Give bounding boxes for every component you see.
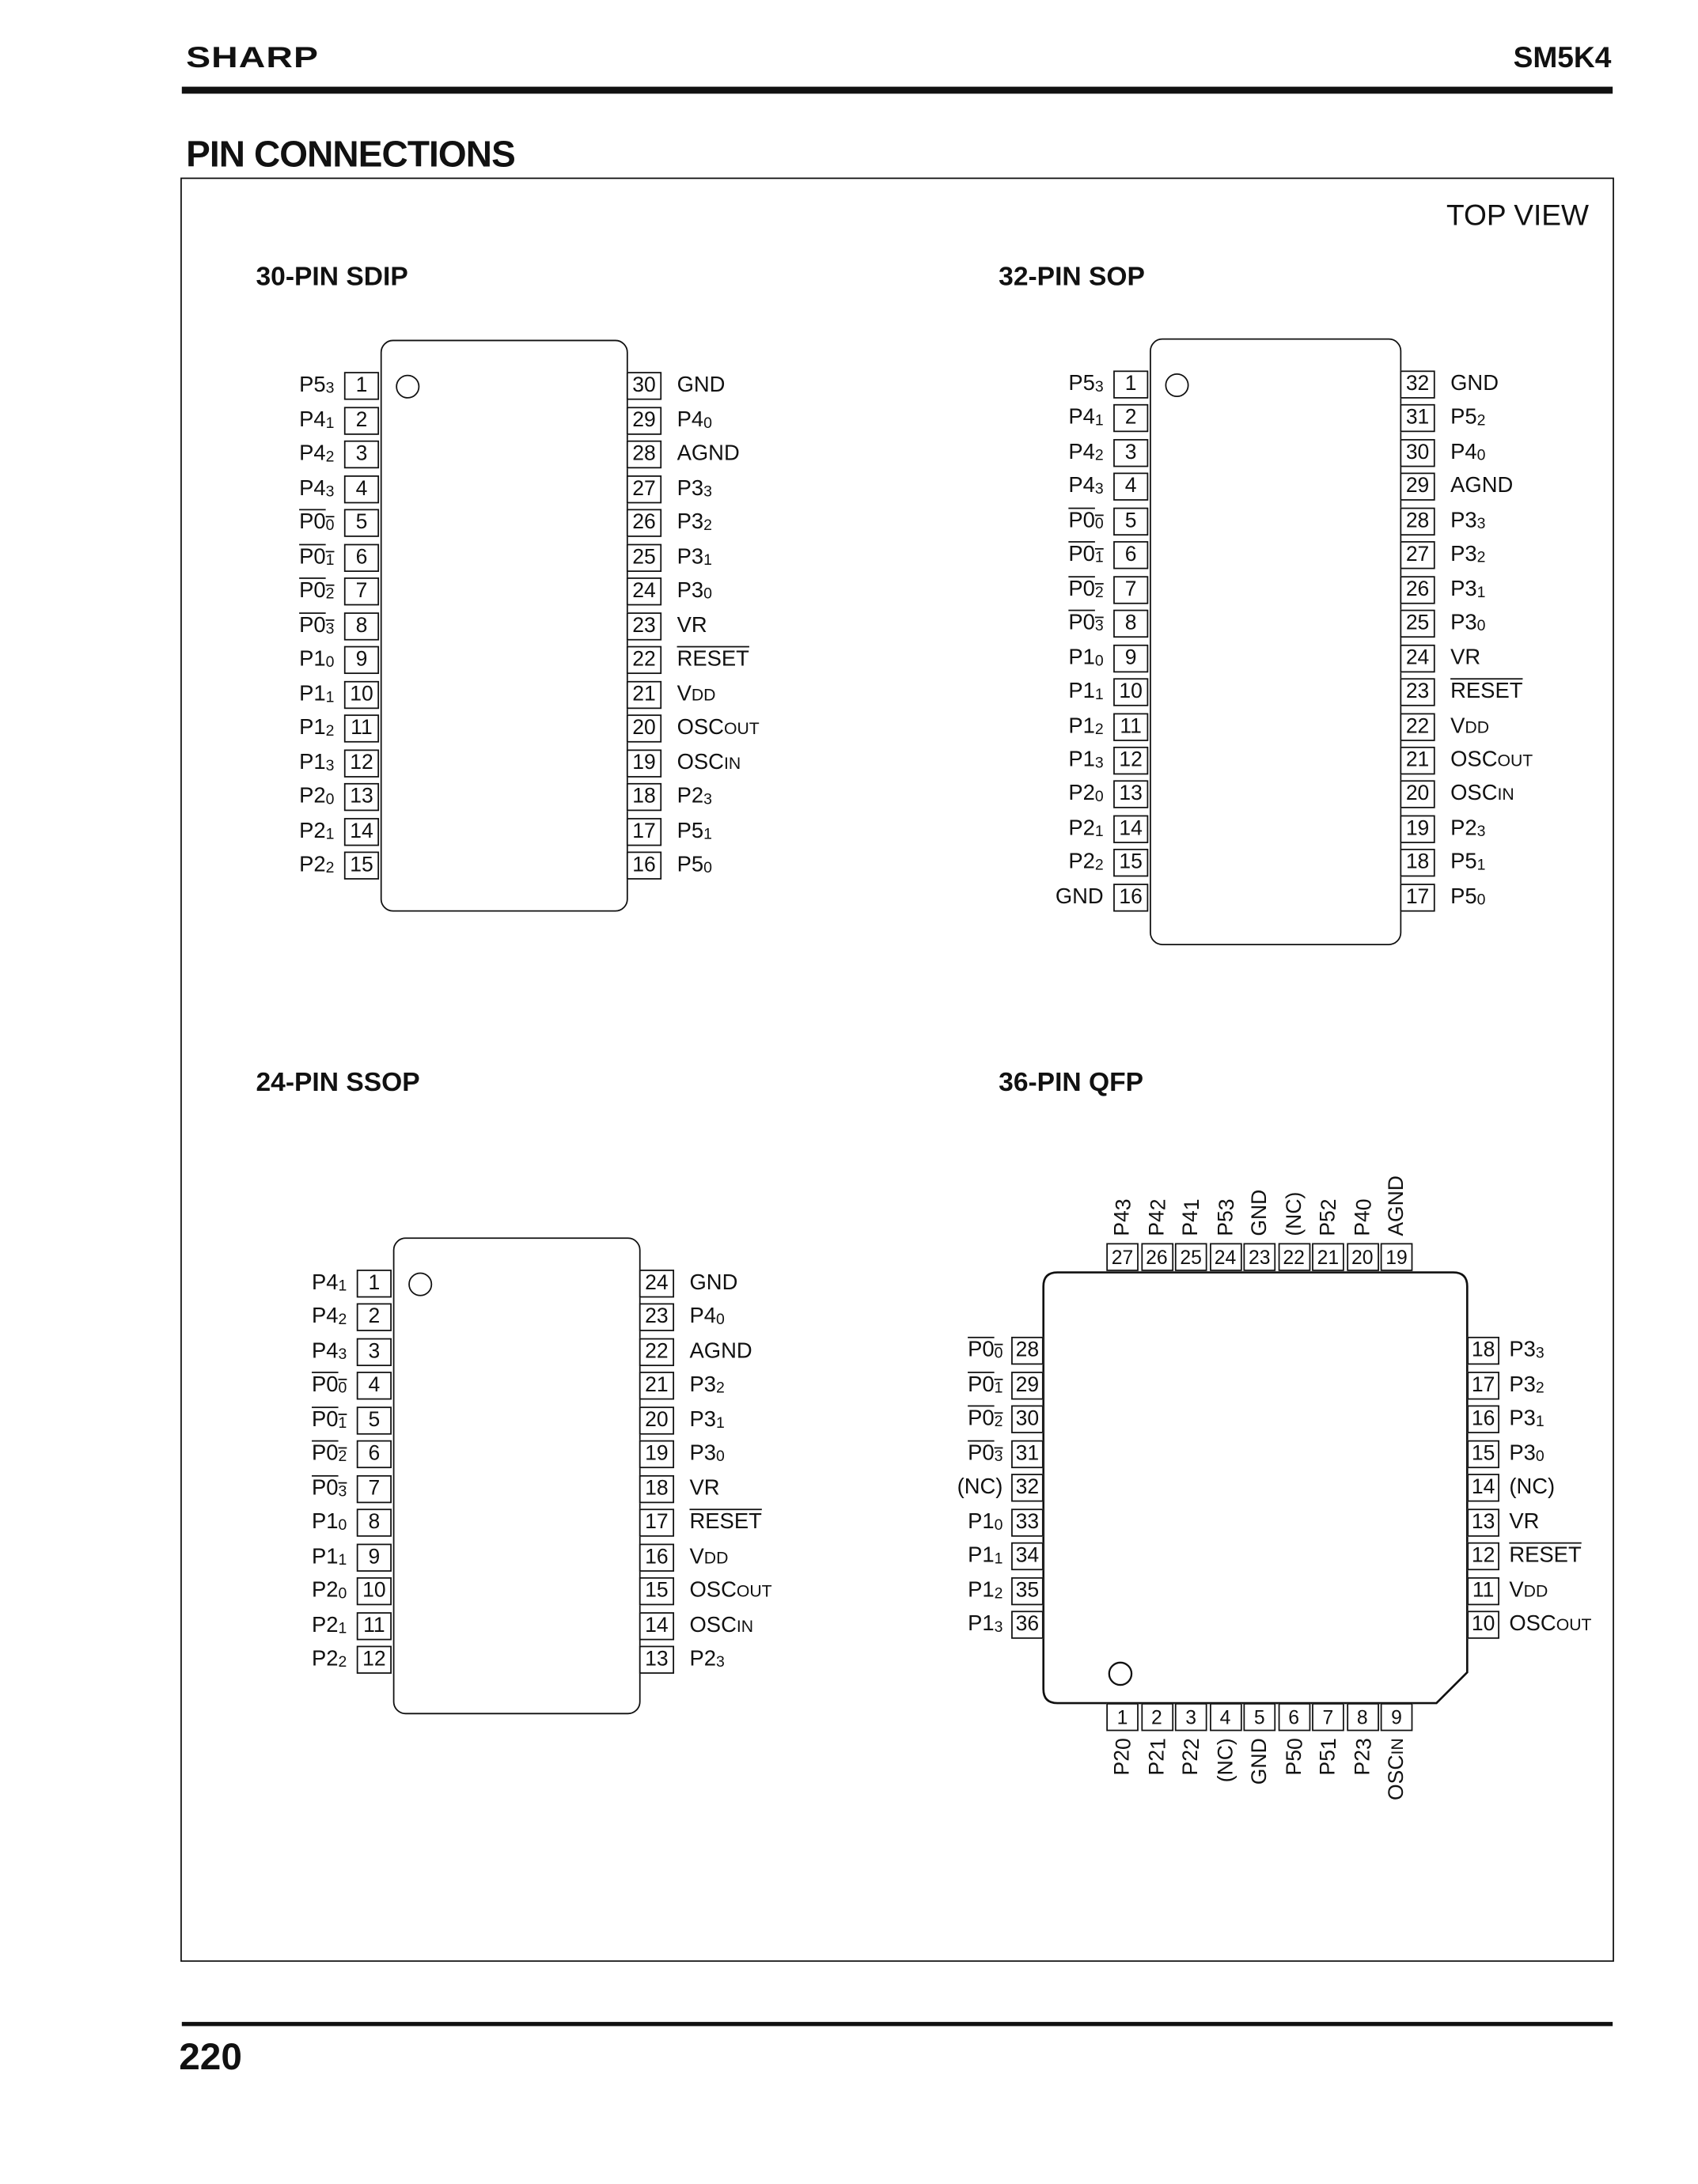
qfp-pin-label: P02 [968, 1406, 1003, 1431]
sop-pin-label: VR [1450, 645, 1481, 670]
sop-pin-20: 20 [1400, 781, 1435, 808]
sop-pin-label: P10 [1068, 645, 1104, 670]
sop-pin-26: 26 [1400, 576, 1435, 604]
qfp-pin-label: P50 [1282, 1738, 1307, 1776]
sop-pin-label: P13 [1068, 748, 1104, 772]
ssop-pin-24: 24 [639, 1270, 674, 1297]
sdip-title: 30-PIN SDIP [256, 263, 408, 293]
sdip-pin-label: P22 [299, 853, 335, 877]
sop-pin-24: 24 [1400, 644, 1435, 672]
sop-pin-32: 32 [1400, 370, 1435, 398]
ssop-pin-label: GND [689, 1270, 738, 1295]
sop-pin-19: 19 [1400, 815, 1435, 842]
sdip-pin-12: 12 [344, 749, 379, 777]
qfp-pin-label: GND [1247, 1189, 1272, 1236]
qfp-pin-label: P33 [1509, 1338, 1544, 1362]
qfp-pin-11: 11 [1467, 1576, 1499, 1604]
sop-pin-label: P22 [1068, 850, 1104, 875]
qfp-pin-label: P23 [1350, 1738, 1376, 1776]
sop-pin-label: P23 [1450, 816, 1486, 841]
sop-pin-9: 9 [1113, 644, 1148, 672]
qfp-pin-6: 6 [1278, 1703, 1310, 1731]
sop-pin-21: 21 [1400, 747, 1435, 774]
sdip-pin-label: OSCOUT [677, 716, 760, 740]
qfp-pin-1: 1 [1106, 1703, 1139, 1731]
qfp-pin-label: P41 [1179, 1198, 1204, 1236]
qfp-pin-34: 34 [1011, 1542, 1044, 1570]
ssop-pin-label: P41 [312, 1270, 347, 1295]
sop-pin-label: P12 [1068, 713, 1104, 738]
ssop-pin-label: P31 [689, 1407, 725, 1432]
ssop-pin-label: RESET [689, 1510, 762, 1535]
ssop-pin-label: VR [689, 1476, 720, 1501]
sop-pin-label: P41 [1068, 406, 1104, 430]
sdip-pin-label: P13 [299, 750, 335, 774]
qfp-pin-16: 16 [1467, 1406, 1499, 1433]
ssop-pin-label: P11 [312, 1544, 347, 1569]
sdip-pin-15: 15 [344, 852, 379, 880]
sdip-pin-label: P12 [299, 716, 335, 740]
qfp-pin-label: (NC) [1282, 1191, 1306, 1236]
sdip-pin-2: 2 [344, 407, 379, 434]
ssop-pin-label: P42 [312, 1305, 347, 1330]
qfp-pin-35: 35 [1011, 1576, 1044, 1604]
ssop-pin-label: P00 [312, 1373, 347, 1398]
ssop-pin-label: P20 [312, 1578, 347, 1603]
qfp-pin-label: AGND [1385, 1175, 1409, 1236]
ssop-pin-label: P30 [689, 1441, 725, 1466]
section-title: PIN CONNECTIONS [186, 132, 515, 175]
qfp-pin-label: P03 [968, 1440, 1003, 1465]
sdip-pin-label: P20 [299, 784, 335, 808]
ssop-pin-10: 10 [357, 1577, 392, 1605]
sop-pin-18: 18 [1400, 850, 1435, 877]
sop-pin-16: 16 [1113, 884, 1148, 911]
sop-pin-label: P40 [1450, 440, 1486, 464]
qfp-pin-17: 17 [1467, 1371, 1499, 1399]
qfp-pin-label: (NC) [957, 1474, 1003, 1499]
sdip-pin-26: 26 [627, 509, 661, 536]
sdip-pin-21: 21 [627, 680, 661, 708]
qfp-pin-30: 30 [1011, 1406, 1044, 1433]
sdip-pin-8: 8 [344, 611, 379, 639]
qfp-pin-27: 27 [1106, 1243, 1139, 1270]
sop-pin-label: P02 [1068, 577, 1104, 601]
qfp-pin-19: 19 [1381, 1243, 1413, 1270]
sdip-pin-label: P31 [677, 544, 712, 569]
qfp-pin-label: P52 [1316, 1198, 1342, 1236]
view-label: TOP VIEW [1446, 199, 1590, 233]
ssop-pin-label: P32 [689, 1373, 725, 1398]
sdip-pin-label: GND [677, 373, 726, 398]
qfp-pin-25: 25 [1175, 1243, 1207, 1270]
sdip-pin-10: 10 [344, 680, 379, 708]
qfp-pin-label: OSCOUT [1509, 1612, 1592, 1637]
sop-pin-23: 23 [1400, 678, 1435, 706]
sop-pin-label: AGND [1450, 474, 1514, 498]
sop-pin-label: GND [1450, 372, 1499, 396]
sdip-pin-25: 25 [627, 543, 661, 571]
sdip-pin-label: P01 [299, 544, 335, 569]
sdip-pin-17: 17 [627, 817, 661, 845]
ssop-pin-21: 21 [639, 1372, 674, 1400]
sdip-pin-9: 9 [344, 646, 379, 674]
sop-pin-12: 12 [1113, 747, 1148, 774]
ssop-pin-9: 9 [357, 1543, 392, 1571]
sop-pin-label: P51 [1450, 850, 1486, 875]
qfp-pin-label: P53 [1213, 1198, 1239, 1236]
ssop-pin-16: 16 [639, 1543, 674, 1571]
qfp-pin-label: P32 [1509, 1372, 1544, 1397]
qfp-pin-label: (NC) [1213, 1738, 1237, 1783]
sop-pin-15: 15 [1113, 850, 1148, 877]
sdip-pin-23: 23 [627, 611, 661, 639]
ssop-pin-23: 23 [639, 1304, 674, 1331]
ssop-pin-label: AGND [689, 1339, 752, 1364]
qfp-pin-4: 4 [1209, 1703, 1241, 1731]
sdip-pin-18: 18 [627, 783, 661, 811]
ssop-pin-label: P10 [312, 1510, 347, 1535]
sdip-pin-3: 3 [344, 441, 379, 468]
qfp-pin-label: P00 [968, 1338, 1003, 1362]
ssop-pin-5: 5 [357, 1406, 392, 1434]
sop-pin-label: P42 [1068, 440, 1104, 464]
qfp-pin-label: P31 [1509, 1406, 1544, 1431]
sop-pin-label: P53 [1068, 372, 1104, 396]
sdip-pin-label: P40 [677, 407, 712, 432]
qfp-pin-label: P01 [968, 1372, 1003, 1397]
page-number: 220 [179, 2035, 242, 2078]
qfp-pin-24: 24 [1209, 1243, 1241, 1270]
sdip-pin-13: 13 [344, 783, 379, 811]
qfp-pin-26: 26 [1141, 1243, 1173, 1270]
sop-pin-31: 31 [1400, 405, 1435, 433]
sdip-pin-label: VDD [677, 681, 716, 706]
ssop-pin-12: 12 [357, 1645, 392, 1673]
sop-pin-6: 6 [1113, 542, 1148, 570]
ssop-pin-19: 19 [639, 1440, 674, 1468]
ssop-pin-label: P21 [312, 1613, 347, 1637]
ssop-pin-13: 13 [639, 1645, 674, 1673]
qfp-pin-label: P22 [1179, 1738, 1204, 1776]
qfp-pin-29: 29 [1011, 1371, 1044, 1399]
qfp-pin-label: P10 [968, 1509, 1003, 1534]
qfp-pin-18: 18 [1467, 1337, 1499, 1365]
sop-pin-label: P32 [1450, 543, 1486, 567]
sop-pin-28: 28 [1400, 507, 1435, 535]
sop-pin-1: 1 [1113, 370, 1148, 398]
qfp-pin-label: P12 [968, 1577, 1003, 1602]
sop-pin-8: 8 [1113, 610, 1148, 638]
sop-pin-11: 11 [1113, 713, 1148, 740]
sdip-pin-30: 30 [627, 372, 661, 399]
sop-pin-7: 7 [1113, 576, 1148, 604]
sop-pin-label: P30 [1450, 611, 1486, 635]
qfp-pin-22: 22 [1278, 1243, 1310, 1270]
qfp-pin-10: 10 [1467, 1611, 1499, 1638]
ssop-pin-label: P22 [312, 1647, 347, 1671]
sdip-pin-27: 27 [627, 475, 661, 502]
qfp-pin-32: 32 [1011, 1474, 1044, 1501]
sop-pin-label: P50 [1450, 884, 1486, 909]
sop-pin-30: 30 [1400, 439, 1435, 467]
sdip-pin-22: 22 [627, 646, 661, 674]
sop-pin-label: VDD [1450, 713, 1490, 738]
qfp-pin-label: P13 [968, 1612, 1003, 1637]
qfp-pin-label: P51 [1316, 1738, 1342, 1776]
sop-pin-4: 4 [1113, 473, 1148, 501]
sdip-pin-label: P02 [299, 578, 335, 603]
ssop-pin-11: 11 [357, 1611, 392, 1639]
ssop-title: 24-PIN SSOP [256, 1068, 420, 1098]
sdip-pin-28: 28 [627, 441, 661, 468]
sdip-pin-24: 24 [627, 577, 661, 605]
ssop-pin-label: P02 [312, 1441, 347, 1466]
sdip-pin-label: P21 [299, 818, 335, 843]
ssop-pin-20: 20 [639, 1406, 674, 1434]
sdip-pin-11: 11 [344, 714, 379, 742]
sdip-pin-14: 14 [344, 817, 379, 845]
sop-pin-5: 5 [1113, 507, 1148, 535]
ssop-pin-22: 22 [639, 1338, 674, 1365]
sdip-pin-label: P42 [299, 441, 335, 466]
qfp-pin-15: 15 [1467, 1440, 1499, 1467]
qfp-pin-33: 33 [1011, 1508, 1044, 1535]
qfp-pin-label: P21 [1144, 1738, 1170, 1776]
qfp-pin-3: 3 [1175, 1703, 1207, 1731]
sdip-pin-1: 1 [344, 372, 379, 399]
sdip-pin-label: P50 [677, 853, 712, 877]
ssop-pin-label: P23 [689, 1647, 725, 1671]
sdip-pin-label: P51 [677, 818, 712, 843]
footer-rule [182, 2022, 1613, 2026]
ssop-pin-label: VDD [689, 1544, 729, 1569]
sdip-pin-label: P23 [677, 784, 712, 808]
qfp-pin-label: OSCIN [1385, 1738, 1409, 1800]
sop-pin-label: P20 [1068, 782, 1104, 806]
qfp-pin-20: 20 [1346, 1243, 1378, 1270]
ssop-pin-label: P01 [312, 1407, 347, 1432]
qfp-title: 36-PIN QFP [999, 1068, 1144, 1098]
ssop-pin-6: 6 [357, 1440, 392, 1468]
sop-pin-27: 27 [1400, 542, 1435, 570]
ssop-pin-17: 17 [639, 1509, 674, 1537]
sdip-pin-5: 5 [344, 509, 379, 536]
ssop-pin-label: P43 [312, 1339, 347, 1364]
qfp-pin-label: (NC) [1509, 1474, 1556, 1499]
ssop-pin-14: 14 [639, 1611, 674, 1639]
sdip-pin-label: VR [677, 613, 707, 638]
ssop-pin-label: P03 [312, 1476, 347, 1501]
sdip-pin-label: P43 [299, 475, 335, 500]
sop-pin-25: 25 [1400, 610, 1435, 638]
sop-pin-17: 17 [1400, 884, 1435, 911]
sdip-pin-20: 20 [627, 714, 661, 742]
qfp-pin-36: 36 [1011, 1611, 1044, 1638]
qfp-pin-label: VR [1509, 1509, 1540, 1534]
sop-pin-10: 10 [1113, 678, 1148, 706]
ssop-pin-8: 8 [357, 1509, 392, 1537]
qfp-pin-label: GND [1247, 1738, 1272, 1785]
qfp-pin-label: VDD [1509, 1577, 1548, 1602]
qfp-pin-label: P11 [968, 1543, 1003, 1568]
sdip-pin-label: OSCIN [677, 750, 741, 774]
qfp-pin-5: 5 [1243, 1703, 1275, 1731]
sop-pin-label: P01 [1068, 543, 1104, 567]
sop-pin-29: 29 [1400, 473, 1435, 501]
sop-pin-label: P43 [1068, 474, 1104, 498]
qfp-pin-label: RESET [1509, 1543, 1582, 1568]
qfp-pin-7: 7 [1312, 1703, 1344, 1731]
sdip-pin-label: P41 [299, 407, 335, 432]
sop-title: 32-PIN SOP [999, 263, 1145, 293]
qfp-pin-23: 23 [1243, 1243, 1275, 1270]
ssop-pin-7: 7 [357, 1474, 392, 1502]
sdip-pin-19: 19 [627, 749, 661, 777]
qfp-pin-label: P42 [1144, 1198, 1170, 1236]
sdip-pin-label: AGND [677, 441, 740, 466]
sdip-pin-label: P11 [299, 681, 335, 706]
sop-pin-label: GND [1055, 884, 1104, 909]
sdip-pin-label: P00 [299, 510, 335, 535]
sop-pin-label: P31 [1450, 577, 1486, 601]
qfp-pin-9: 9 [1381, 1703, 1413, 1731]
sop-pin-3: 3 [1113, 439, 1148, 467]
sop-pin-label: P00 [1068, 509, 1104, 533]
sdip-pin-29: 29 [627, 407, 661, 434]
sop-pin-label: OSCIN [1450, 782, 1514, 806]
sdip-pin-6: 6 [344, 543, 379, 571]
ssop-pin-label: P40 [689, 1305, 725, 1330]
sop-pin-label: P11 [1068, 679, 1104, 704]
sdip-pin-label: P03 [299, 613, 335, 638]
sop-pin-label: RESET [1450, 679, 1523, 704]
sdip-pin-4: 4 [344, 475, 379, 502]
sop-pin-label: P03 [1068, 611, 1104, 635]
ssop-pin-2: 2 [357, 1304, 392, 1331]
sdip-pin-16: 16 [627, 852, 661, 880]
brand-logo: SHARP [186, 42, 320, 74]
sop-pin-13: 13 [1113, 781, 1148, 808]
sop-pin-label: P21 [1068, 816, 1104, 841]
ssop-pin-3: 3 [357, 1338, 392, 1365]
sdip-pin-label: P10 [299, 647, 335, 672]
sop-pin-14: 14 [1113, 815, 1148, 842]
qfp-pin-12: 12 [1467, 1542, 1499, 1570]
qfp-pin-13: 13 [1467, 1508, 1499, 1535]
sdip-pin-label: P30 [677, 578, 712, 603]
qfp-pin-2: 2 [1141, 1703, 1173, 1731]
part-number: SM5K4 [1513, 42, 1612, 74]
qfp-pin-label: P43 [1110, 1198, 1136, 1236]
ssop-pin-4: 4 [357, 1372, 392, 1400]
qfp-pin-label: P20 [1110, 1738, 1136, 1776]
sdip-pin-label: P53 [299, 373, 335, 398]
ssop-pin-18: 18 [639, 1474, 674, 1502]
sop-pin-2: 2 [1113, 405, 1148, 433]
sdip-pin-label: P33 [677, 475, 712, 500]
qfp-pin-31: 31 [1011, 1440, 1044, 1467]
ssop-pin-1: 1 [357, 1270, 392, 1297]
qfp-pin-label: P30 [1509, 1440, 1544, 1465]
ssop-pin-label: OSCIN [689, 1613, 754, 1637]
sop-pin-label: OSCOUT [1450, 748, 1533, 772]
sop-pin-label: P33 [1450, 509, 1486, 533]
sop-pin-22: 22 [1400, 713, 1435, 740]
qfp-pin-21: 21 [1312, 1243, 1344, 1270]
sdip-pin-label: RESET [677, 647, 749, 672]
sop-pin-label: P52 [1450, 406, 1486, 430]
sdip-pin-label: P32 [677, 510, 712, 535]
qfp-pin-8: 8 [1346, 1703, 1378, 1731]
sdip-pin-7: 7 [344, 577, 379, 605]
qfp-pin-label: P40 [1350, 1198, 1376, 1236]
qfp-pin-14: 14 [1467, 1474, 1499, 1501]
ssop-pin-15: 15 [639, 1577, 674, 1605]
ssop-pin-label: OSCOUT [689, 1578, 772, 1603]
qfp-pin-28: 28 [1011, 1337, 1044, 1365]
